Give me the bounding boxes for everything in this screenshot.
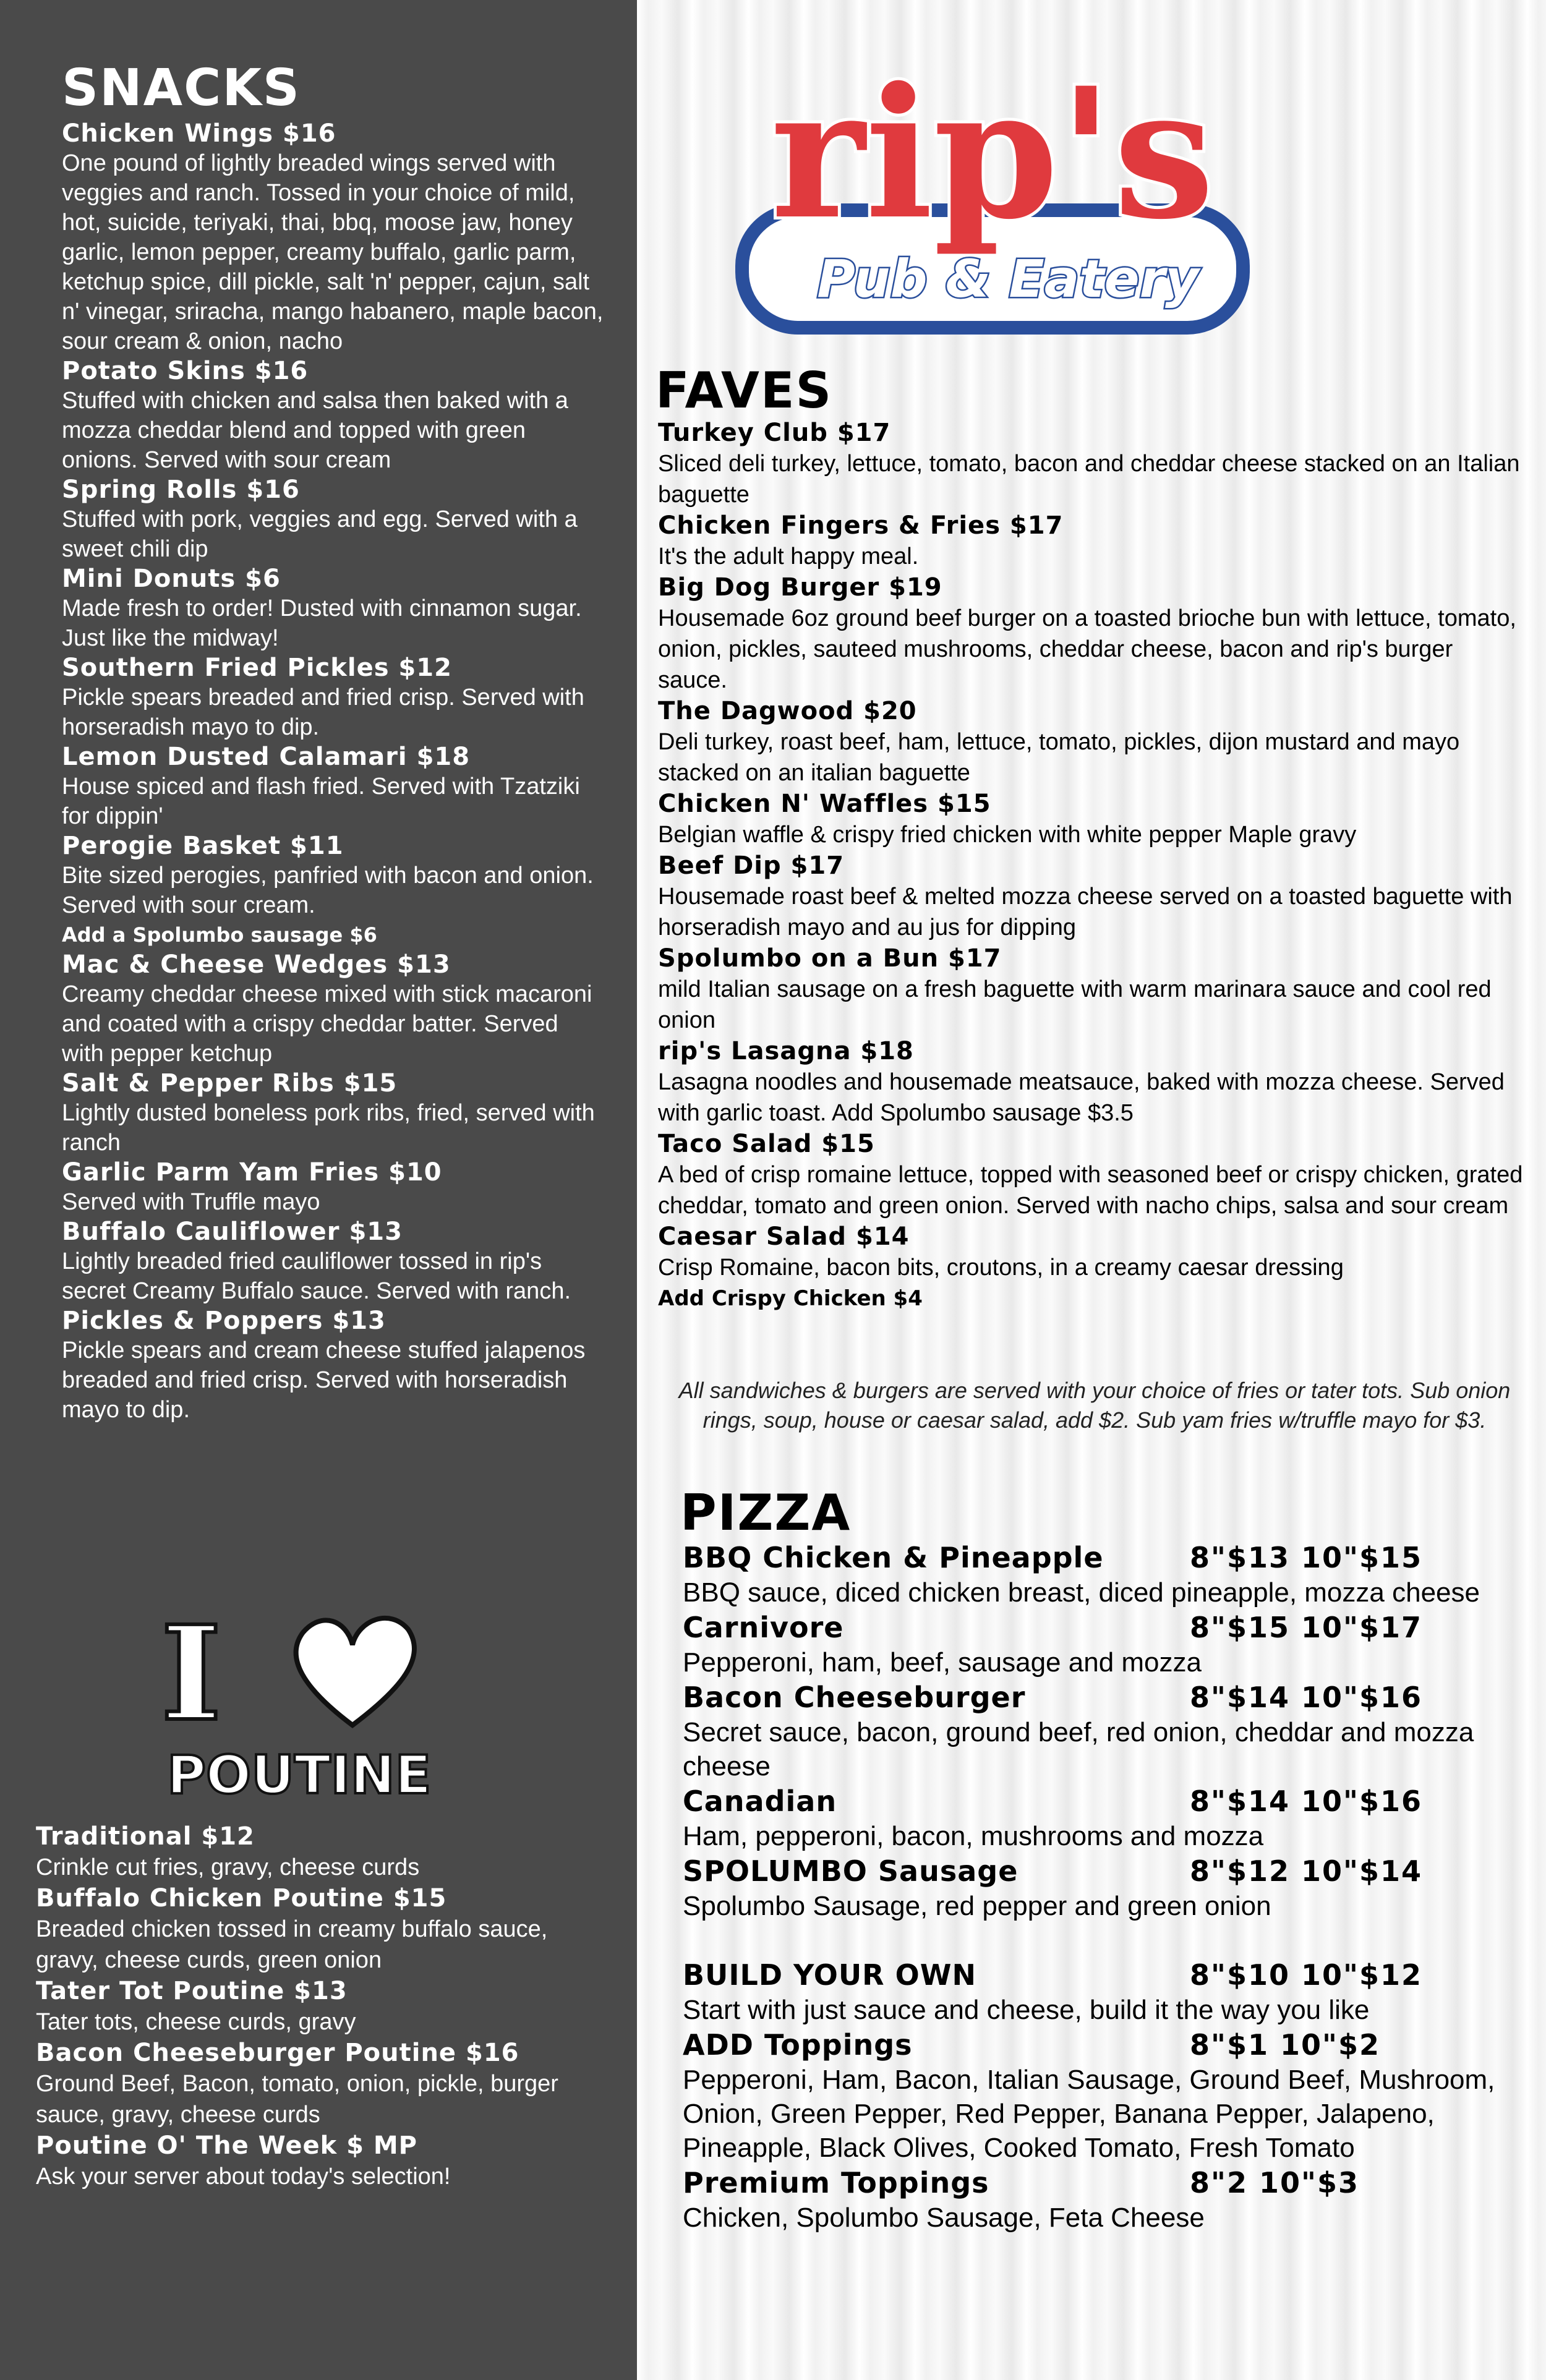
snack-name: Mini Donuts $6 [62, 565, 281, 593]
pizza-price: 8"$13 10"$15 [1190, 1541, 1423, 1574]
snack-item [62, 1158, 606, 1217]
fave-item [658, 943, 1524, 1036]
snack-desc: Pickle spears breaded and fried crisp. Served with horseradish mayo to dip. [62, 685, 584, 740]
snack-item [62, 742, 606, 831]
snack-desc: Lightly breaded fried cauliflower tossed in rip's secret Creamy Buffalo sauce. Served with ranch. [62, 1248, 571, 1304]
snack-name: Garlic Parm Yam Fries $10 [62, 1158, 442, 1187]
poutine-item [36, 2130, 605, 2192]
snack-desc: House spiced and flash fried. Served with Tzatziki for dippin' [62, 774, 580, 829]
snack-desc: One pound of lightly breaded wings served with veggies and ranch. Tossed in your choice of mild, hot, suicide, teriyaki, thai, bbq, moose jaw, honey garlic, lemon pepper, creamy buffalo, garlic parm, ketchup spice, dill pickle, salt 'n' pepper, cajun, salt n' vinegar, sriracha, mango habanero, maple bacon, sour cream & onion, nacho [62, 150, 604, 354]
build-name: BUILD YOUR OWN [683, 1958, 976, 1992]
fave-desc: Housemade 6oz ground beef burger on a toasted brioche bun with lettuce, tomato, onion, pickles, sauteed mushrooms, cheddar cheese, bacon and rip's burger sauce. [658, 605, 1516, 693]
snack-item [62, 564, 606, 653]
left-panel [0, 0, 637, 2380]
poutine-list [36, 1821, 605, 2192]
snack-desc: Made fresh to order! Dusted with cinnamon sugar. Just like the midway! [62, 595, 582, 651]
snack-item [62, 356, 606, 475]
rips-logo [717, 25, 1268, 340]
pizza-item [683, 1783, 1511, 1853]
pizza-price: 8"$15 10"$17 [1190, 1611, 1423, 1644]
pizza-price: 8"$14 10"$16 [1190, 1785, 1423, 1818]
fave-item [658, 850, 1524, 943]
pizza-item [683, 1853, 1511, 1923]
fave-desc: A bed of crisp romaine lettuce, topped with seasoned beef or crispy chicken, grated cheddar, tomato and green onion. Served with nacho chips, salsa and sour cream [658, 1162, 1523, 1219]
poutine-name: Traditional $12 [36, 1822, 255, 1851]
snack-desc: Served with Truffle mayo [62, 1189, 320, 1215]
fave-item [658, 572, 1524, 696]
faves-list [658, 417, 1524, 1314]
toppings-name: ADD Toppings [683, 2028, 913, 2062]
snack-name: Buffalo Cauliflower $13 [62, 1218, 403, 1246]
pizza-price: 8"$12 10"$14 [1190, 1854, 1423, 1888]
snack-name: Southern Fried Pickles $12 [62, 654, 452, 682]
logo-name: rip's [771, 49, 1215, 259]
perogie-addon: Add a Spolumbo sausage $6 [62, 923, 377, 947]
snack-desc: Stuffed with chicken and salsa then baked with a mozza cheddar blend and topped with green onions. Served with sour cream [62, 388, 568, 473]
sandwich-note: All sandwiches & burgers are served with your choice of fries or tater tots. Sub onion rings, soup, house or caesar salad, add $2. Sub yam fries w/truffle mayo for $3. [678, 1378, 1511, 1433]
pizza-title: PIZZA [680, 1484, 852, 1542]
snack-name: Pickles & Poppers $13 [62, 1307, 386, 1335]
poutine-desc: Tater tots, cheese curds, gravy [36, 2009, 356, 2035]
snack-name: Lemon Dusted Calamari $18 [62, 743, 471, 771]
snack-desc: Pickle spears and cream cheese stuffed jalapenos breaded and fried crisp. Served with horseradish mayo to dip. [62, 1337, 586, 1423]
fave-name: Beef Dip $17 [658, 851, 845, 880]
fave-name: Big Dog Burger $19 [658, 573, 942, 602]
pizza-name: SPOLUMBO Sausage [683, 1854, 1019, 1888]
pizza-desc: Secret sauce, bacon, ground beef, red onion, cheddar and mozza cheese [683, 1717, 1474, 1781]
fave-item [658, 696, 1524, 788]
heart-icon [296, 1618, 414, 1725]
premium-desc: Chicken, Spolumbo Sausage, Feta Cheese [683, 2203, 1205, 2233]
pizza-spacer [683, 1923, 1511, 1957]
toppings-price: 8"$1 10"$2 [1190, 2028, 1380, 2062]
faves-title: FAVES [656, 362, 833, 419]
poutine-item [36, 1976, 605, 2037]
fave-desc: mild Italian sausage on a fresh baguette with warm marinara sauce and cool red onion [658, 976, 1492, 1033]
fave-item [658, 1128, 1524, 1221]
fave-desc: Deli turkey, roast beef, ham, lettuce, tomato, pickles, dijon mustard and mayo stacked on an italian baguette [658, 729, 1460, 786]
fave-item [658, 788, 1524, 850]
snack-item [62, 653, 606, 742]
poutine-art-word: POUTINE [167, 1744, 432, 1806]
logo-tagline: Pub & Eatery [817, 249, 1199, 309]
premium-name: Premium Toppings [683, 2166, 989, 2199]
build-desc: Start with just sauce and cheese, build it the way you like [683, 1995, 1370, 2025]
fave-name: Spolumbo on a Bun $17 [658, 944, 1002, 973]
poutine-name: Poutine O' The Week $ MP [36, 2131, 417, 2160]
caesar-addon: Add Crispy Chicken $4 [658, 1286, 923, 1311]
poutine-art-letter: I [161, 1602, 222, 1750]
snack-desc: Stuffed with pork, veggies and egg. Served with a sweet chili dip [62, 506, 578, 562]
snack-item [62, 1217, 606, 1306]
pizza-name: BBQ Chicken & Pineapple [683, 1541, 1104, 1574]
pizza-name: Carnivore [683, 1611, 844, 1644]
poutine-item [36, 2037, 605, 2130]
pizza-add-toppings [683, 2027, 1511, 2165]
snack-name: Salt & Pepper Ribs $15 [62, 1069, 398, 1098]
pizza-desc: Ham, pepperoni, bacon, mushrooms and mozza [683, 1821, 1264, 1851]
i-love-poutine-graphic [148, 1602, 470, 1812]
pizza-premium-toppings [683, 2165, 1511, 2235]
premium-price: 8"2 10"$3 [1190, 2166, 1359, 2199]
pizza-item [683, 1540, 1511, 1610]
snack-name: Spring Rolls $16 [62, 476, 300, 504]
poutine-name: Buffalo Chicken Poutine $15 [36, 1884, 447, 1913]
fave-name: Taco Salad $15 [658, 1130, 875, 1158]
pizza-name: Bacon Cheeseburger [683, 1681, 1026, 1714]
fave-name: Turkey Club $17 [658, 419, 891, 447]
fave-item [658, 1036, 1524, 1128]
snack-name: Mac & Cheese Wedges $13 [62, 950, 451, 979]
snacks-list [62, 119, 606, 1425]
poutine-desc: Ask your server about today's selection! [36, 2164, 451, 2190]
toppings-desc: Pepperoni, Ham, Bacon, Italian Sausage, Ground Beef, Mushroom, Onion, Green Pepper, Red Pepper, Banana Pepper, Jalapeno, Pineapple, Black Olives, Cooked Tomato, Fresh Tomato [683, 2065, 1495, 2163]
snack-desc: Bite sized perogies, panfried with bacon and onion. Served with sour cream. [62, 863, 594, 918]
poutine-desc: Breaded chicken tossed in creamy buffalo sauce, gravy, cheese curds, green onion [36, 1916, 548, 1973]
pizza-price: 8"$14 10"$16 [1190, 1681, 1423, 1714]
pizza-desc: Pepperoni, ham, beef, sausage and mozza [683, 1647, 1202, 1678]
snack-name: Perogie Basket $11 [62, 832, 344, 860]
fave-desc: It's the adult happy meal. [658, 544, 919, 569]
poutine-name: Tater Tot Poutine $13 [36, 1977, 348, 2005]
snack-item [62, 831, 606, 950]
pizza-item [683, 1679, 1511, 1783]
pizza-desc: Spolumbo Sausage, red pepper and green onion [683, 1891, 1271, 1921]
fave-desc: Lasagna noodles and housemade meatsauce, baked with mozza cheese. Served with garlic toast. Add Spolumbo sausage $3.5 [658, 1069, 1505, 1126]
pizza-item [683, 1610, 1511, 1679]
snack-item [62, 1306, 606, 1425]
fave-name: The Dagwood $20 [658, 697, 917, 725]
fave-item [658, 417, 1524, 510]
snack-desc: Creamy cheddar cheese mixed with stick macaroni and coated with a crispy cheddar batter. Served with pepper ketchup [62, 981, 592, 1067]
snacks-title: SNACKS [62, 59, 301, 117]
poutine-item [36, 1883, 605, 1976]
fave-desc: Belgian waffle & crispy fried chicken with white pepper Maple gravy [658, 822, 1357, 848]
fave-name: Chicken Fingers & Fries $17 [658, 511, 1064, 540]
poutine-desc: Ground Beef, Bacon, tomato, onion, pickle, burger sauce, gravy, cheese curds [36, 2071, 558, 2128]
fave-name: rip's Lasagna $18 [658, 1037, 914, 1065]
fave-desc: Sliced deli turkey, lettuce, tomato, bacon and cheddar cheese stacked on an Italian baguette [658, 451, 1520, 508]
pizza-list [683, 1540, 1511, 2235]
snack-item [62, 475, 606, 564]
snack-name: Potato Skins $16 [62, 357, 309, 385]
fave-desc: Crisp Romaine, bacon bits, croutons, in a creamy caesar dressing [658, 1255, 1344, 1281]
pizza-build-your-own [683, 1957, 1511, 2027]
fave-name: Chicken N' Waffles $15 [658, 790, 991, 818]
fave-desc: Housemade roast beef & melted mozza cheese served on a toasted baguette with horseradish mayo and au jus for dipping [658, 884, 1513, 940]
snack-desc: Lightly dusted boneless pork ribs, fried, served with ranch [62, 1100, 595, 1156]
pizza-desc: BBQ sauce, diced chicken breast, diced pineapple, mozza cheese [683, 1577, 1480, 1608]
snack-item [62, 1068, 606, 1158]
build-price: 8"$10 10"$12 [1190, 1958, 1423, 1992]
fave-name: Caesar Salad $14 [658, 1222, 910, 1251]
poutine-item [36, 1821, 605, 1883]
fave-item [658, 510, 1524, 572]
snack-item [62, 950, 606, 1068]
pizza-name: Canadian [683, 1785, 837, 1818]
fave-item [658, 1221, 1524, 1314]
poutine-desc: Crinkle cut fries, gravy, cheese curds [36, 1854, 420, 1880]
snack-name: Chicken Wings $16 [62, 119, 336, 148]
poutine-name: Bacon Cheeseburger Poutine $16 [36, 2039, 519, 2067]
snack-item [62, 119, 606, 356]
